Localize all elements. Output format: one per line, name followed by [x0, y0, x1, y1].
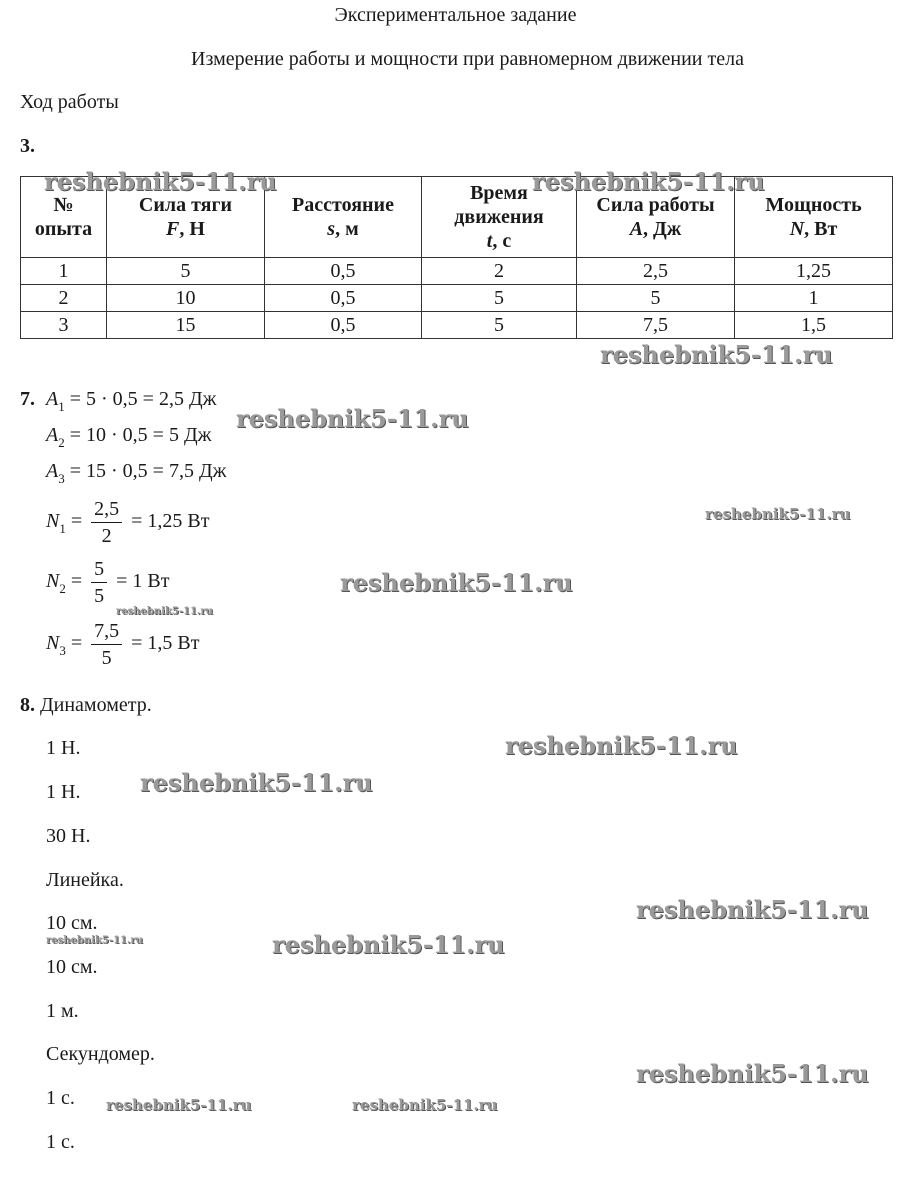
table-cell: 2: [21, 285, 107, 312]
power-formula-3: $N_3$ = $\frac{7,5}{5}$ = 1,5 Вт: [46, 620, 200, 669]
answer-item: 1 Н.: [46, 781, 81, 803]
watermark: reshebnik5-11.ru: [636, 895, 869, 924]
fraction: $\frac{7,5}{5}$: [91, 618, 122, 671]
table-cell: 5: [107, 258, 265, 285]
table-row: [21, 258, 893, 285]
power-formula-1: $N_1$ = $\frac{2,5}{2}$ = 1,25 Вт: [46, 498, 210, 547]
watermark: reshebnik5-11.ru: [340, 568, 573, 597]
answer-item: 1 м.: [46, 1000, 79, 1022]
answer-item: Секундомер.: [46, 1043, 155, 1065]
table-cell: 1,25: [735, 258, 893, 285]
table-cell: 3: [21, 312, 107, 339]
col-header-power: Мощность N, Вт: [735, 177, 893, 258]
answer-item: 1 Н.: [46, 737, 81, 759]
table-cell: 1: [21, 258, 107, 285]
fraction: $\frac{2,5}{2}$: [91, 496, 122, 549]
table-cell: 1,5: [735, 312, 893, 339]
table-cell: 5: [422, 312, 577, 339]
page-subtitle: Измерение работы и мощности при равномерном движении тела: [191, 48, 744, 70]
results-table: [20, 176, 893, 339]
table-cell: 15: [107, 312, 265, 339]
table-row: [21, 312, 893, 339]
table-cell: 2: [422, 258, 577, 285]
watermark: reshebnik5-11.ru: [44, 167, 277, 196]
answer-item: 10 см.: [46, 956, 98, 978]
col-header-experiment: № опыта: [21, 177, 107, 258]
watermark: reshebnik5-11.ru: [116, 606, 213, 617]
watermark: reshebnik5-11.ru: [705, 505, 851, 523]
table-cell: 7,5: [577, 312, 735, 339]
col-header-work: Сила работы A, Дж: [577, 177, 735, 258]
answer-item: 10 см.: [46, 912, 98, 934]
table-cell: 2,5: [577, 258, 735, 285]
answer-item: Линейка.: [46, 869, 124, 891]
section-7-number: 7.: [20, 388, 35, 410]
answer-item: 30 Н.: [46, 825, 91, 847]
col-header-time: Время движения t, с: [422, 177, 577, 258]
watermark: reshebnik5-11.ru: [106, 1096, 252, 1114]
section-8-first-line: 8. Динамометр.: [20, 694, 152, 716]
watermark: reshebnik5-11.ru: [600, 340, 833, 369]
table-cell: 1: [735, 285, 893, 312]
answer-item: 1 с.: [46, 1087, 75, 1109]
watermark: reshebnik5-11.ru: [140, 768, 373, 797]
page-title: Экспериментальное задание: [334, 4, 577, 26]
table-row: [21, 285, 893, 312]
col-header-force: Сила тяги F, Н: [107, 177, 265, 258]
watermark: reshebnik5-11.ru: [532, 167, 765, 196]
watermark: reshebnik5-11.ru: [272, 930, 505, 959]
table-cell: 0,5: [265, 285, 422, 312]
col-header-distance: Расстояние s, м: [265, 177, 422, 258]
answer-item: 1 с.: [46, 1131, 75, 1153]
progress-heading: Ход работы: [20, 91, 119, 113]
work-formula-3: $A_3 = 15 \cdot 0,5 = 7,5$ Дж: [46, 460, 227, 486]
work-formula-2: $A_2 = 10 \cdot 0,5 = 5$ Дж: [46, 424, 212, 450]
table-cell: 10: [107, 285, 265, 312]
table-cell: 0,5: [265, 312, 422, 339]
fraction: $\frac{5}{5}$: [91, 556, 107, 609]
work-formula-1: $A_1 = 5 \cdot 0,5 = 2,5$ Дж: [46, 388, 217, 414]
watermark: reshebnik5-11.ru: [505, 731, 738, 760]
section-3-number: 3.: [20, 135, 35, 157]
table-cell: 5: [577, 285, 735, 312]
watermark: reshebnik5-11.ru: [236, 404, 469, 433]
watermark: reshebnik5-11.ru: [636, 1059, 869, 1088]
table-cell: 5: [422, 285, 577, 312]
watermark: reshebnik5-11.ru: [352, 1096, 498, 1114]
power-formula-2: $N_2$ = $\frac{5}{5}$ = 1 Вт: [46, 558, 170, 607]
table-cell: 0,5: [265, 258, 422, 285]
watermark: reshebnik5-11.ru: [46, 935, 143, 946]
